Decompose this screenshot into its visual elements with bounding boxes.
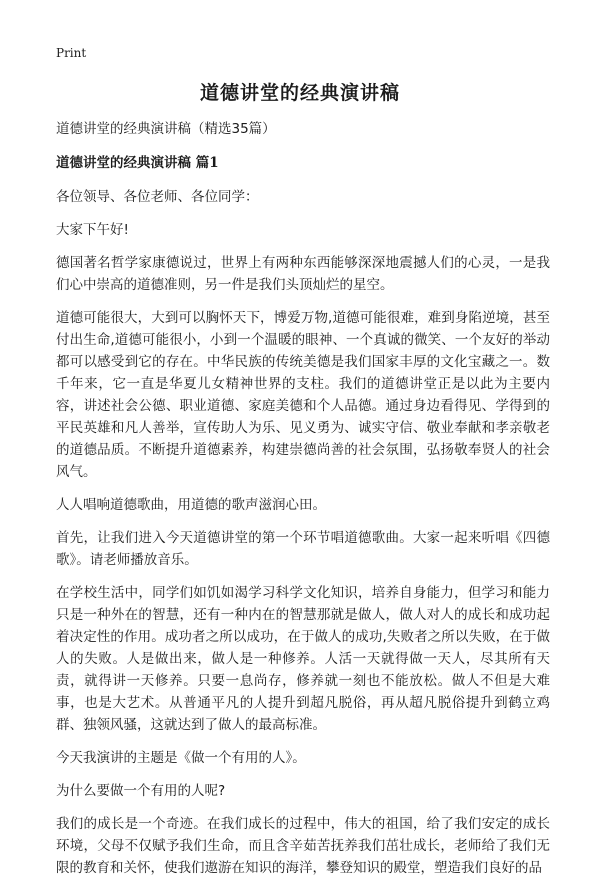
print-link[interactable]: Print	[56, 46, 87, 60]
paragraph-growth: 我们的成长是一个奇迹。在我们成长的过程中，伟大的祖国，给了我们安定的成长环境，父母不仅赋予我们生命，而且含辛茹苦抚养我们茁壮成长，老师给了我们无限的教育和关怀，使我们遨游在知识的海洋，攀登知识的殿堂，塑造我们良好的品	[56, 816, 550, 876]
paragraph-question: 为什么要做一个有用的人呢?	[56, 783, 226, 799]
paragraph-kant-quote: 德国著名哲学家康德说过，世界上有两种东西能够深深地震撼人们的心灵，一是我们心中崇高的道德准则，另一件是我们头顶灿烂的星空。	[56, 255, 550, 293]
paragraph-greeting: 各位领导、各位老师、各位同学：	[56, 189, 259, 205]
paragraph-salutation: 大家下午好!	[56, 222, 129, 238]
paragraph-morality: 道德可能很大，大到可以胸怀天下，博爱万物,道德可能很难，难到身陷逆境，甚至付出生命,道德可能很小，小到一个温暖的眼神、一个真诚的微笑、一个友好的举动都可以感受到它的存在。中华民族的传统美德是我们国家丰厚的文化宝藏之一。数千年来，它一直是华夏儿女精神世界的支柱。我们的道德讲堂正是以此为主要内容，讲述社会公德、职业道德、家庭美德和个人品德。通过身边看得见、学得到的平民英雄和凡人善举，宣传助人为乐、见义勇为、诚实守信、敬业奉献和孝亲敬老的道德品质。不断提升道德素养，构建崇德尚善的社会氛围，弘扬敬奉贤人的社会风气。	[56, 310, 550, 480]
paragraph-school-life: 在学校生活中，同学们如饥如渴学习科学文化知识，培养自身能力，但学习和能力只是一种外在的智慧，还有一种内在的智慧那就是做人，做人对人的成长和成功起着决定性的作用。成功者之所以成功，在于做人的成功,失败者之所以失败，在于做人的失败。人是做出来，做人是一种修养。人活一天就得做一天人，尽其所有天责，就得讲一天修养。只要一息尚存，修养就一刻也不能放松。做人不但是大难事，也是大艺术。从普通平凡的人提升到超凡脱俗，再从超凡脱俗提升到鹤立鸡群、独领风骚，这就达到了做人的最高标准。	[56, 585, 550, 733]
paragraph-song-intro: 人人唱响道德歌曲，用道德的歌声滋润心田。	[56, 497, 326, 513]
page-title: 道德讲堂的经典演讲稿	[199, 82, 400, 104]
article-body	[56, 118, 550, 890]
article-subtitle: 道德讲堂的经典演讲稿（精选35篇）	[56, 121, 276, 137]
paragraph-theme: 今天我演讲的主题是《做一个有用的人》。	[56, 750, 306, 766]
section-heading: 道德讲堂的经典演讲稿 篇1	[56, 155, 219, 171]
paragraph-first-segment: 首先，让我们进入今天道德讲堂的第一个环节唱道德歌曲。大家一起来听唱《四德歌》。请老师播放音乐。	[56, 530, 550, 568]
